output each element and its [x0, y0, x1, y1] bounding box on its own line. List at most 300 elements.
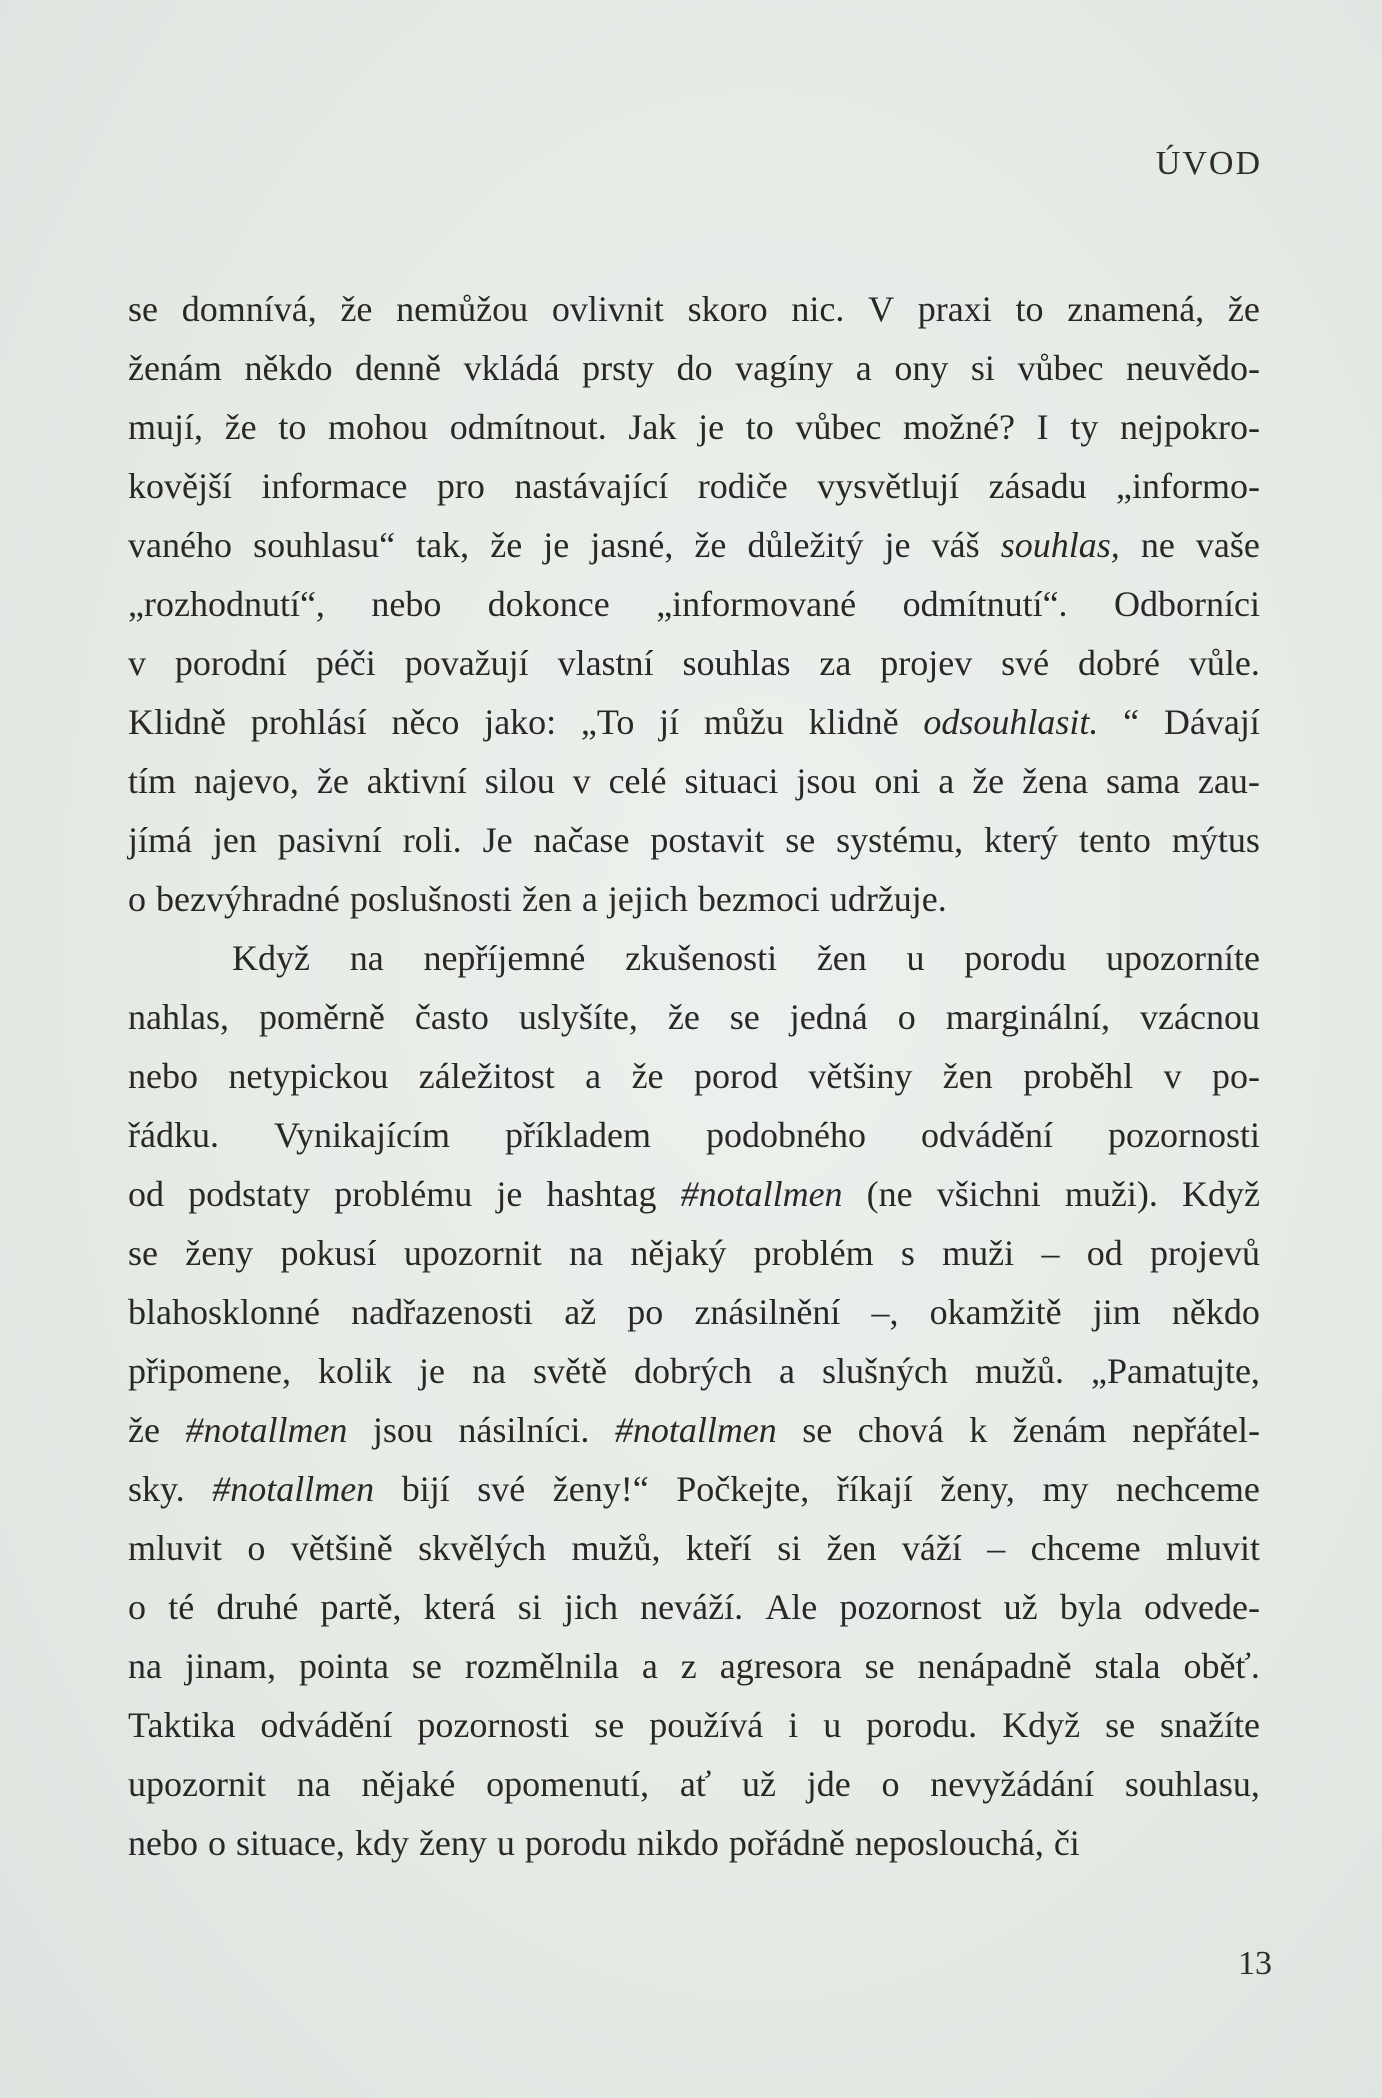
- word: a: [855, 348, 872, 388]
- word: upozornit: [128, 1764, 266, 1804]
- word: „informo-: [1116, 466, 1260, 506]
- word: už: [742, 1764, 776, 1804]
- italic-word: #notallmen: [185, 1410, 348, 1450]
- word: blahosklonné: [128, 1292, 320, 1332]
- word: souhlasu“: [253, 525, 396, 565]
- word: to: [278, 407, 307, 447]
- word: jako:: [484, 702, 557, 742]
- word: sama: [1105, 761, 1180, 801]
- word: podstaty: [188, 1174, 311, 1214]
- word: že: [972, 761, 1005, 801]
- text-line: [128, 1224, 1260, 1283]
- text-line: [128, 1696, 1260, 1755]
- word: že: [631, 1056, 664, 1096]
- word: poměrně: [258, 997, 385, 1037]
- word: nechceme: [1115, 1469, 1260, 1509]
- word: na: [569, 1233, 604, 1273]
- word: netypickou: [228, 1056, 389, 1096]
- word: záležitost: [418, 1056, 555, 1096]
- word: většině: [290, 1528, 393, 1568]
- word: nadřazenosti: [351, 1292, 534, 1332]
- word: můžu: [703, 702, 784, 742]
- word: kovější: [128, 466, 232, 506]
- word: žena: [1022, 761, 1089, 801]
- word: porodní: [174, 643, 287, 683]
- word: nic.: [791, 289, 845, 329]
- word: ony: [894, 348, 949, 388]
- word: říkají: [836, 1469, 913, 1509]
- word: souhlasu,: [1124, 1764, 1260, 1804]
- word: Ale: [765, 1587, 818, 1627]
- word: a: [938, 761, 955, 801]
- word: až: [564, 1292, 597, 1332]
- word: nevyžádání: [930, 1764, 1095, 1804]
- text-line: [128, 1283, 1260, 1342]
- word: postavit: [650, 820, 765, 860]
- word: od: [1086, 1233, 1123, 1273]
- word: si: [777, 1528, 802, 1568]
- word: často: [414, 997, 489, 1037]
- word: systému,: [836, 820, 964, 860]
- word: vagíny: [735, 348, 834, 388]
- text-line: [128, 870, 1260, 929]
- word: byla: [1059, 1587, 1122, 1627]
- word: stala: [1094, 1646, 1161, 1686]
- word: podobného: [706, 1115, 866, 1155]
- word: pasivní: [277, 820, 382, 860]
- word: mýtus: [1171, 820, 1260, 860]
- word: která: [423, 1587, 496, 1627]
- word: někdo: [244, 348, 333, 388]
- word: pozornosti: [417, 1705, 570, 1745]
- word: pro: [436, 466, 485, 506]
- word: pozornosti: [1108, 1115, 1260, 1155]
- word: se: [729, 997, 760, 1037]
- word: nahlas,: [128, 997, 229, 1037]
- word: nějaké: [361, 1764, 456, 1804]
- word: tento: [1078, 820, 1151, 860]
- word: té: [168, 1587, 195, 1627]
- word: bijí: [401, 1469, 450, 1509]
- word: už: [1003, 1587, 1038, 1627]
- text-line: [128, 693, 1260, 752]
- paragraph: [128, 929, 1260, 1873]
- word: neposlouchá,: [854, 1823, 1044, 1863]
- text-line: [128, 516, 1260, 575]
- word: se: [128, 1233, 158, 1273]
- word: je: [419, 1351, 445, 1391]
- word: se: [411, 1646, 442, 1686]
- word: odvádění: [260, 1705, 393, 1745]
- word: vůbec: [1017, 348, 1104, 388]
- word: vůle.: [1188, 643, 1260, 683]
- word: projev: [880, 643, 973, 683]
- word: nikdo: [636, 1823, 719, 1863]
- word: nepřátel-: [1132, 1410, 1260, 1450]
- word: své: [477, 1469, 526, 1509]
- word: mužů,: [571, 1528, 661, 1568]
- word: okamžitě: [929, 1292, 1062, 1332]
- word: tak,: [416, 525, 470, 565]
- word: nebo: [128, 1823, 198, 1863]
- word: porod: [693, 1056, 778, 1096]
- word: že: [490, 525, 523, 565]
- word: roli.: [402, 820, 462, 860]
- word: hashtag: [546, 1174, 657, 1214]
- word: mují,: [128, 407, 204, 447]
- word: je: [698, 407, 725, 447]
- word: vůbec: [795, 407, 882, 447]
- word: jí: [659, 702, 680, 742]
- word: my: [1042, 1469, 1089, 1509]
- word: o: [881, 1764, 900, 1804]
- word: a: [641, 1646, 658, 1686]
- text-line: [128, 752, 1260, 811]
- word: oběť.: [1183, 1646, 1260, 1686]
- word: péči: [315, 643, 376, 683]
- word: „informované: [656, 584, 857, 624]
- word: na: [349, 938, 384, 978]
- word: vaného: [128, 525, 232, 565]
- word: vysvětlují: [817, 466, 960, 506]
- text-line: [128, 1814, 1260, 1873]
- word: nenápadně: [917, 1646, 1072, 1686]
- word: všichni: [936, 1174, 1041, 1214]
- word: světě: [533, 1351, 607, 1391]
- italic-word: #notallmen: [212, 1469, 375, 1509]
- word: u: [823, 1705, 842, 1745]
- word: jímá: [128, 820, 192, 860]
- word: do: [676, 348, 713, 388]
- text-line: [128, 339, 1260, 398]
- word: neváží.: [640, 1587, 744, 1627]
- word: jde: [806, 1764, 851, 1804]
- word: něco: [391, 702, 460, 742]
- word: partě,: [320, 1587, 402, 1627]
- word: ovlivnit: [551, 289, 664, 329]
- word: s: [900, 1233, 915, 1273]
- word: mluvit: [128, 1528, 223, 1568]
- word: kteří: [685, 1528, 752, 1568]
- word: o: [897, 997, 916, 1037]
- word: jedná: [789, 997, 868, 1037]
- word: a: [585, 1056, 602, 1096]
- word: připomene,: [128, 1351, 291, 1391]
- word: žen: [826, 1528, 877, 1568]
- word: ty: [1070, 407, 1099, 447]
- word: vlastní: [557, 643, 654, 683]
- word: upozornit: [403, 1233, 542, 1273]
- italic-word: odsouhlasit.: [923, 702, 1099, 742]
- word: chceme: [1030, 1528, 1141, 1568]
- word: Když: [1182, 1174, 1260, 1214]
- word: v: [1163, 1056, 1182, 1096]
- word: chová: [857, 1410, 944, 1450]
- word: celé: [608, 761, 667, 801]
- word: aktivní: [366, 761, 467, 801]
- text-line: [128, 1342, 1260, 1401]
- word: bezmoci: [697, 879, 820, 919]
- text-line: [128, 634, 1260, 693]
- word: odmítnutí“.: [902, 584, 1068, 624]
- word: násilníci.: [458, 1410, 590, 1450]
- word: i: [788, 1705, 799, 1745]
- word: Počkejte,: [676, 1469, 810, 1509]
- page-number: 13: [1238, 1945, 1272, 1982]
- word: Jak: [628, 407, 677, 447]
- word: nějaký: [630, 1233, 727, 1273]
- word: ženy,: [940, 1469, 1015, 1509]
- word: nebo: [371, 584, 442, 624]
- word: že: [316, 761, 349, 801]
- word: Když: [1002, 1705, 1081, 1745]
- word: nepříjemné: [423, 938, 586, 978]
- word: ženám: [1012, 1410, 1107, 1450]
- word: nemůžou: [396, 289, 529, 329]
- text-line: [128, 1401, 1260, 1460]
- word: najevo,: [193, 761, 299, 801]
- text-line: [128, 457, 1260, 516]
- word: Je: [482, 820, 513, 860]
- word: po: [627, 1292, 664, 1332]
- word: pozornost: [839, 1587, 982, 1627]
- word: mohou: [328, 407, 429, 447]
- word: u: [906, 938, 925, 978]
- word: denně: [355, 348, 442, 388]
- word: že: [128, 1410, 160, 1450]
- word: klidně: [808, 702, 899, 742]
- word: vkládá: [463, 348, 560, 388]
- word: to: [1015, 289, 1044, 329]
- word: po-: [1212, 1056, 1260, 1096]
- word: důležitý: [747, 525, 864, 565]
- word: je: [496, 1174, 523, 1214]
- word: porodu.: [866, 1705, 978, 1745]
- word: proběhl: [1023, 1056, 1134, 1096]
- word: porodu: [524, 1823, 627, 1863]
- running-head: ÚVOD: [1155, 145, 1262, 182]
- word: –: [1041, 1233, 1060, 1273]
- word: Odborníci: [1114, 584, 1260, 624]
- word: zásadu: [988, 466, 1087, 506]
- word: své: [1001, 643, 1050, 683]
- word: pointa: [298, 1646, 389, 1686]
- text-line: [128, 929, 1260, 988]
- word: žen: [942, 1056, 993, 1096]
- word: bezvýhradné: [156, 879, 340, 919]
- word: jejich: [607, 879, 688, 919]
- text-line: [128, 1637, 1260, 1696]
- word: který: [984, 820, 1059, 860]
- word: projevů: [1150, 1233, 1260, 1273]
- word: že: [340, 289, 373, 329]
- word: –,: [871, 1292, 899, 1332]
- text-line: [128, 1106, 1260, 1165]
- italic-word: #notallmen: [680, 1174, 843, 1214]
- word: vaše: [1195, 525, 1260, 565]
- word: snažíte: [1160, 1705, 1260, 1745]
- word: marginální,: [945, 997, 1111, 1037]
- word: muži).: [1064, 1174, 1158, 1214]
- word: souhlas: [682, 643, 791, 683]
- word: si: [970, 348, 995, 388]
- word: mluvit: [1165, 1528, 1260, 1568]
- word: se: [802, 1410, 833, 1450]
- word: kdy: [354, 1823, 409, 1863]
- word: váží: [901, 1528, 962, 1568]
- word: si: [517, 1587, 542, 1627]
- word: jinam,: [184, 1646, 276, 1686]
- word: jasné,: [590, 525, 674, 565]
- word: vzácnou: [1140, 997, 1260, 1037]
- text-line: [128, 1578, 1260, 1637]
- word: je: [884, 525, 911, 565]
- word: ženy: [185, 1233, 254, 1273]
- word: možné?: [903, 407, 1015, 447]
- word: situaci: [684, 761, 779, 801]
- word: prohlásí: [250, 702, 367, 742]
- word: pokusí: [280, 1233, 377, 1273]
- word: druhé: [216, 1587, 299, 1627]
- word: načase: [533, 820, 630, 860]
- word: „To: [580, 702, 635, 742]
- word: dobré: [1078, 643, 1160, 683]
- word: Když: [232, 938, 310, 978]
- word: od: [128, 1174, 164, 1214]
- text-line: [128, 1755, 1260, 1814]
- word: situace,: [235, 1823, 345, 1863]
- word: se: [785, 820, 816, 860]
- word: je: [543, 525, 570, 565]
- word: řádku.: [128, 1115, 219, 1155]
- word: používá: [649, 1705, 764, 1745]
- word: skoro: [687, 289, 768, 329]
- word: oni: [874, 761, 921, 801]
- word: že: [694, 525, 727, 565]
- text-line: [128, 988, 1260, 1047]
- word: slušných: [821, 1351, 948, 1391]
- word: se: [594, 1705, 625, 1745]
- word: považují: [404, 643, 529, 683]
- word: za: [819, 643, 852, 683]
- italic-word: #notallmen: [614, 1410, 777, 1450]
- word: znamená,: [1067, 289, 1205, 329]
- word: že: [224, 407, 257, 447]
- word: jich: [564, 1587, 618, 1627]
- word: zkušenosti: [625, 938, 778, 978]
- word: ženy!“: [552, 1469, 649, 1509]
- word: a: [778, 1351, 795, 1391]
- word: (ne: [866, 1174, 913, 1214]
- body-text: [128, 280, 1260, 1873]
- word: u: [496, 1823, 515, 1863]
- word: “: [1123, 702, 1140, 742]
- word: domnívá,: [181, 289, 317, 329]
- word: dobrých: [633, 1351, 752, 1391]
- text-line: [128, 1460, 1260, 1519]
- word: na: [128, 1646, 162, 1686]
- word: ne: [1140, 525, 1175, 565]
- word: jsou: [372, 1410, 433, 1450]
- word: praxi: [917, 289, 992, 329]
- text-line: [128, 398, 1260, 457]
- word: odmítnout.: [449, 407, 607, 447]
- word: se: [1105, 1705, 1136, 1745]
- word: váš: [931, 525, 980, 565]
- word: I: [1036, 407, 1049, 447]
- word: žen: [521, 879, 572, 919]
- text-line: [128, 280, 1260, 339]
- word: „Pamatujte,: [1090, 1351, 1260, 1391]
- word: rozmělnila: [464, 1646, 619, 1686]
- word: pořádně: [728, 1823, 845, 1863]
- word: se: [864, 1646, 895, 1686]
- word: porodu: [964, 938, 1067, 978]
- word: někdo: [1171, 1292, 1260, 1332]
- word: skvělých: [418, 1528, 547, 1568]
- word: neuvědo-: [1126, 348, 1260, 388]
- word: většiny: [808, 1056, 913, 1096]
- text-line: [128, 1047, 1260, 1106]
- word: muži: [942, 1233, 1015, 1273]
- word: jsou: [796, 761, 857, 801]
- word: nebo: [128, 1056, 198, 1096]
- word: ženám: [128, 348, 222, 388]
- word: znásilnění: [694, 1292, 841, 1332]
- word: agresora: [719, 1646, 842, 1686]
- word: „rozhodnutí“,: [128, 584, 325, 624]
- word: Taktika: [128, 1705, 236, 1745]
- text-line: [128, 1165, 1260, 1224]
- word: nejpokro-: [1120, 407, 1260, 447]
- word: či: [1053, 1823, 1080, 1863]
- text-line: [128, 575, 1260, 634]
- word: odvádění: [921, 1115, 1053, 1155]
- word: kolik: [317, 1351, 392, 1391]
- word: Dávají: [1163, 702, 1260, 742]
- word: na: [296, 1764, 331, 1804]
- word: odvede-: [1143, 1587, 1260, 1627]
- word: rodiče: [697, 466, 788, 506]
- word: mužů.: [974, 1351, 1064, 1391]
- word: poslušnosti: [349, 879, 512, 919]
- word: nastávající: [514, 466, 669, 506]
- word: opomenutí,: [486, 1764, 650, 1804]
- word: tím: [128, 761, 177, 801]
- word: to: [745, 407, 774, 447]
- word: problém: [753, 1233, 874, 1273]
- paragraph: [128, 280, 1260, 929]
- text-line: [128, 1519, 1260, 1578]
- word: jen: [212, 820, 257, 860]
- word: upozorníte: [1106, 938, 1260, 978]
- word: že: [1227, 289, 1260, 329]
- word: že: [667, 997, 700, 1037]
- word: o: [247, 1528, 266, 1568]
- word: Vynikajícím: [274, 1115, 450, 1155]
- word: Klidně: [128, 702, 226, 742]
- word: k: [969, 1410, 988, 1450]
- word: z: [680, 1646, 697, 1686]
- word: ať: [679, 1764, 712, 1804]
- word: o: [207, 1823, 226, 1863]
- word: V: [868, 289, 895, 329]
- word: na: [472, 1351, 506, 1391]
- word: a: [581, 879, 598, 919]
- word: o: [128, 879, 146, 919]
- word: se: [128, 289, 158, 329]
- italic-word: souhlas,: [1000, 525, 1120, 565]
